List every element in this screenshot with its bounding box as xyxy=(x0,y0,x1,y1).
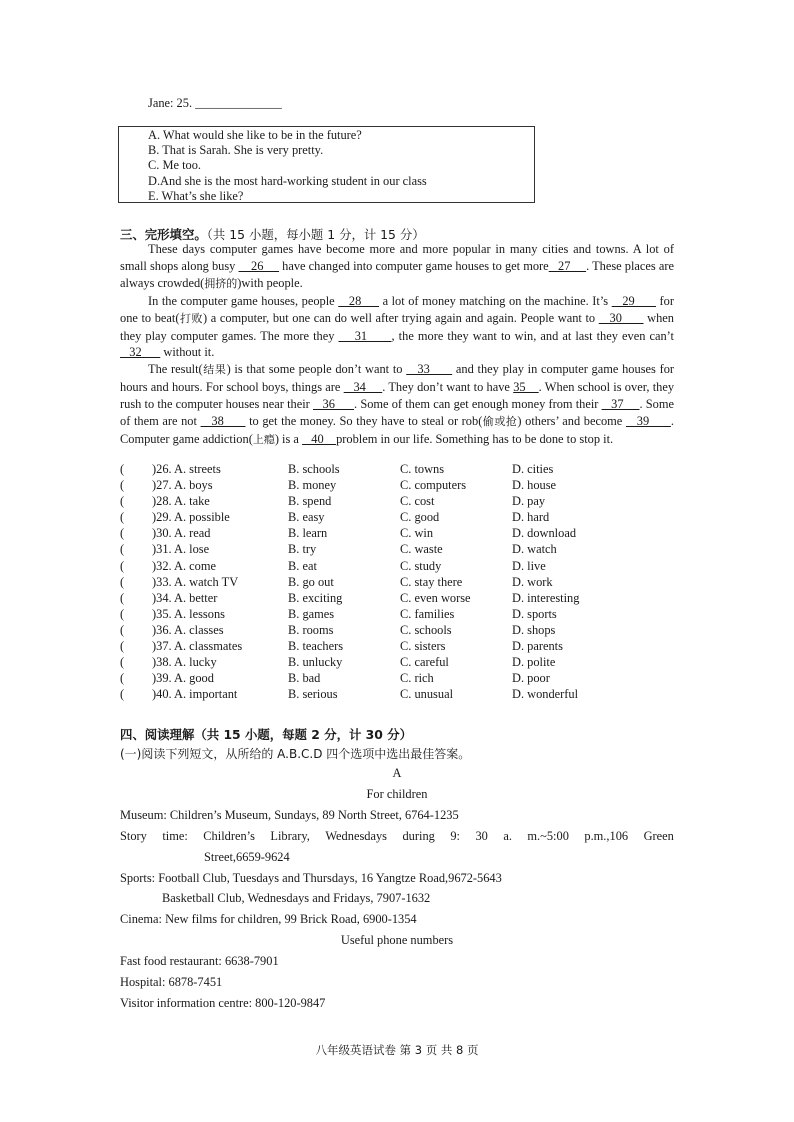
option-c-text: C. waste xyxy=(400,542,443,557)
option-d-text: D. cities xyxy=(512,462,554,476)
section-3-heading: 三、完形填空。 xyxy=(120,227,207,242)
cloze-paragraph-3 xyxy=(120,361,674,449)
option-c-text: C. computers xyxy=(400,478,467,493)
cloze-text: The result( xyxy=(148,362,203,377)
cloze-text: ) is a xyxy=(274,431,303,446)
option-b-text: B. unlucky xyxy=(288,655,343,670)
story-time-line xyxy=(120,826,674,847)
cloze-text: . Some of them are not xyxy=(120,397,675,429)
answer-bracket[interactable]: ( xyxy=(120,558,125,573)
story-word: a. xyxy=(503,828,512,843)
cloze-text: . When school is over, they rush to the computer houses near their xyxy=(120,380,675,412)
option-d-text: D. poor xyxy=(512,671,550,686)
option-b-text: B. easy xyxy=(288,510,325,525)
blank-33: 33 xyxy=(406,362,453,377)
option-c-text: C. rich xyxy=(400,671,434,686)
story-word: during xyxy=(402,828,435,843)
section-4-title: 四、阅读理解（共 15 小题，每题 2 分，计 30 分） xyxy=(120,727,413,742)
option-a-text: )34. A. better xyxy=(152,590,218,605)
option-a-text: )39. A. good xyxy=(152,671,214,686)
passage-heading: For children xyxy=(366,786,428,801)
option-d-text: D. parents xyxy=(512,639,563,654)
cloze-text: for one to beat( xyxy=(120,293,674,325)
option-b-text: B. rooms xyxy=(288,622,334,637)
option-c-text: C. cost xyxy=(400,494,435,509)
option-b-text: B. bad xyxy=(288,671,321,686)
story-word: Green xyxy=(643,828,674,843)
option-b-text: B. spend xyxy=(288,494,332,509)
answer-bracket[interactable]: ( xyxy=(120,687,125,702)
cloze-paragraph-2 xyxy=(120,293,674,362)
story-word: p.m.,106 xyxy=(584,828,629,843)
dialogue-options-box xyxy=(118,126,535,203)
blank-35: 35 xyxy=(513,380,539,395)
story-word: 9: xyxy=(450,828,460,843)
option-a-text: )36. A. classes xyxy=(152,622,224,637)
story-time-cont: Street,6659-9624 xyxy=(204,849,290,864)
option-d-text: D. sports xyxy=(512,606,557,621)
useful-numbers-heading: Useful phone numbers xyxy=(340,933,454,948)
option-a-text: )27. A. boys xyxy=(152,478,213,493)
answer-bracket[interactable]: ( xyxy=(120,622,125,637)
story-word: 30 xyxy=(475,828,488,843)
option-d-text: D. shops xyxy=(512,622,556,637)
cloze-text: ) others’ and become xyxy=(517,414,626,429)
option-b-text: B. schools xyxy=(288,462,340,476)
cloze-passage xyxy=(120,241,674,449)
blank-39: 39 xyxy=(625,414,671,429)
blank-40: 40 xyxy=(302,431,337,446)
story-word: m.~5:00 xyxy=(527,828,569,843)
answer-bracket[interactable]: ( xyxy=(120,510,125,525)
option-e: E. What’s she like? xyxy=(148,188,244,203)
option-d-text: D. interesting xyxy=(512,590,580,605)
option-c-text: C. stay there xyxy=(400,574,463,589)
cinema-line: Cinema: New films for children, 99 Brick Road, 6900-1354 xyxy=(120,912,417,927)
section-3-note: （共 15 小题，每小题 1 分，计 15 分） xyxy=(206,227,425,242)
option-a-text: )26. A. streets xyxy=(152,462,221,476)
blank-26: 26 xyxy=(238,258,280,273)
sports-line-1: Sports: Football Club, Tuesdays and Thursdays, 16 Yangtze Road,9672-5643 xyxy=(120,870,502,885)
blank-28: 28 xyxy=(338,293,380,308)
option-c-text: C. sisters xyxy=(400,639,446,654)
answer-bracket[interactable]: ( xyxy=(120,494,125,509)
option-d-text: D. work xyxy=(512,574,553,589)
story-word: Library, xyxy=(270,828,310,843)
museum-line: Museum: Children’s Museum, Sundays, 89 North Street, 6764-1235 xyxy=(120,807,459,822)
option-c-text: C. good xyxy=(400,510,440,525)
story-word: Story xyxy=(120,828,147,843)
option-a-text: )31. A. lose xyxy=(152,542,210,557)
option-c: C. Me too. xyxy=(148,158,202,173)
option-c-text: C. study xyxy=(400,558,442,573)
answer-bracket[interactable]: ( xyxy=(120,574,125,589)
story-word: Children’s xyxy=(203,828,255,843)
cloze-text: ) a computer, but one can do well after trying again and again. People want to xyxy=(203,310,599,325)
option-b-text: B. teachers xyxy=(288,639,344,654)
gloss-text: 上瘾 xyxy=(252,432,275,446)
option-b-text: B. serious xyxy=(288,687,338,702)
section-4-instruction: (一)阅读下列短文，从所给的 A.B.C.D 四个选项中选出最佳答案。 xyxy=(120,747,471,761)
fast-food-line: Fast food restaurant: 6638-7901 xyxy=(120,954,279,969)
blank-34: 34 xyxy=(343,380,383,395)
option-d-text: D. watch xyxy=(512,542,557,557)
blank-37: 37 xyxy=(601,397,640,412)
story-word: time: xyxy=(162,828,188,843)
option-b-text: B. eat xyxy=(288,558,317,573)
visitor-centre-line: Visitor information centre: 800-120-9847 xyxy=(120,995,326,1010)
answer-bracket[interactable]: ( xyxy=(120,478,125,493)
option-d-text: D. download xyxy=(512,526,577,541)
blank-27: 27 xyxy=(548,258,587,273)
sports-line-2: Basketball Club, Wednesdays and Fridays, 7907-1632 xyxy=(162,891,431,906)
option-d-text: D. polite xyxy=(512,655,556,670)
option-c-text: C. schools xyxy=(400,622,452,637)
answer-bracket[interactable]: ( xyxy=(120,606,125,621)
option-c-text: C. careful xyxy=(400,655,449,670)
option-c-text: C. unusual xyxy=(400,687,454,702)
cloze-text: without it. xyxy=(160,345,215,360)
option-b-text: B. go out xyxy=(288,574,334,589)
option-a-text: )32. A. come xyxy=(152,558,217,573)
cloze-text: when they play computer games. The more they xyxy=(120,310,674,343)
cloze-text: These days computer games have become more and more popular in many cities and towns. A lot of small shops along busy xyxy=(120,242,674,273)
answer-bracket[interactable]: ( xyxy=(120,639,125,654)
answer-bracket[interactable]: ( xyxy=(120,542,125,557)
answer-bracket[interactable]: ( xyxy=(120,671,125,686)
option-a-text: )30. A. read xyxy=(152,526,211,541)
cloze-text: )with people. xyxy=(237,275,303,290)
option-d-text: D. hard xyxy=(512,510,550,525)
option-d-text: D. wonderful xyxy=(512,687,579,702)
passage-label: A xyxy=(392,766,402,780)
story-word: Wednesdays xyxy=(325,828,387,843)
hospital-line: Hospital: 6878-7451 xyxy=(120,975,223,990)
cloze-text: . Some of them can get enough money from their xyxy=(354,397,602,412)
option-a-text: )40. A. important xyxy=(152,687,238,702)
reading-passage-a xyxy=(120,763,674,1014)
option-b-text: B. exciting xyxy=(288,590,343,605)
cloze-text: have changed into computer game houses to get more xyxy=(279,258,549,273)
answer-bracket[interactable]: ( xyxy=(120,590,125,605)
blank-29: 29 xyxy=(611,293,656,308)
gloss-text: 打败 xyxy=(179,311,204,325)
option-a-text: )33. A. watch TV xyxy=(152,574,239,589)
option-c-text: C. even worse xyxy=(400,590,471,605)
cloze-text: to get the money. So they have to steal or rob( xyxy=(245,414,483,429)
gloss-text: 拥挤的 xyxy=(204,276,238,290)
option-b: B. That is Sarah. She is very pretty. xyxy=(148,143,324,158)
dialogue-line-25: Jane: 25. ______________ xyxy=(148,96,282,110)
option-c-text: C. win xyxy=(400,526,434,541)
option-a-text: )28. A. take xyxy=(152,494,210,509)
cloze-text: problem in our life. Something has to be done to stop it. xyxy=(336,431,614,446)
option-b-text: B. money xyxy=(288,478,337,493)
option-c-text: C. families xyxy=(400,606,455,621)
option-d-text: D. house xyxy=(512,478,557,493)
option-d: D.And she is the most hard-working student in our class xyxy=(148,173,427,188)
blank-36: 36 xyxy=(312,397,355,412)
option-b-text: B. try xyxy=(288,542,317,557)
page-footer: 八年级英语试卷 第 3 页 共 8 页 xyxy=(315,1043,479,1057)
cloze-text: ) is that some people don’t want to xyxy=(226,362,407,377)
option-b-text: B. learn xyxy=(288,526,328,541)
answer-bracket[interactable]: ( xyxy=(120,526,125,541)
cloze-text: , the more they want to win, and at last they even can’t xyxy=(391,328,675,343)
option-d-text: D. live xyxy=(512,558,546,573)
blank-38: 38 xyxy=(200,414,246,429)
answer-bracket[interactable]: ( xyxy=(120,655,125,670)
cloze-text: a lot of money matching on the machine. It’s xyxy=(379,293,612,308)
gloss-text: 偷或抢 xyxy=(482,415,518,429)
cloze-text: . They don’t want to have xyxy=(382,380,514,395)
option-a-text: )37. A. classmates xyxy=(152,639,243,654)
option-d-text: D. pay xyxy=(512,494,546,509)
cloze-text: . These places are always crowded( xyxy=(120,258,674,290)
option-a: A. What would she like to be in the future? xyxy=(148,128,362,142)
option-a-text: )35. A. lessons xyxy=(152,606,225,621)
blank-31: 31 xyxy=(338,328,392,343)
option-c-text: C. towns xyxy=(400,462,445,476)
blank-30: 30 xyxy=(598,310,644,325)
gloss-text: 结果 xyxy=(202,363,227,377)
cloze-text: In the computer game houses, people xyxy=(148,293,339,308)
blank-32: 32 xyxy=(120,345,161,360)
cloze-text: and they play in computer game houses for hours and hours. For school boys, things are xyxy=(120,362,675,395)
option-a-text: )38. A. lucky xyxy=(152,655,217,670)
option-b-text: B. games xyxy=(288,606,335,621)
option-a-text: )29. A. possible xyxy=(152,510,230,525)
cloze-paragraph-1 xyxy=(120,241,674,293)
cloze-text: . Computer game addiction( xyxy=(120,414,674,446)
answer-bracket[interactable]: ( xyxy=(120,462,125,476)
